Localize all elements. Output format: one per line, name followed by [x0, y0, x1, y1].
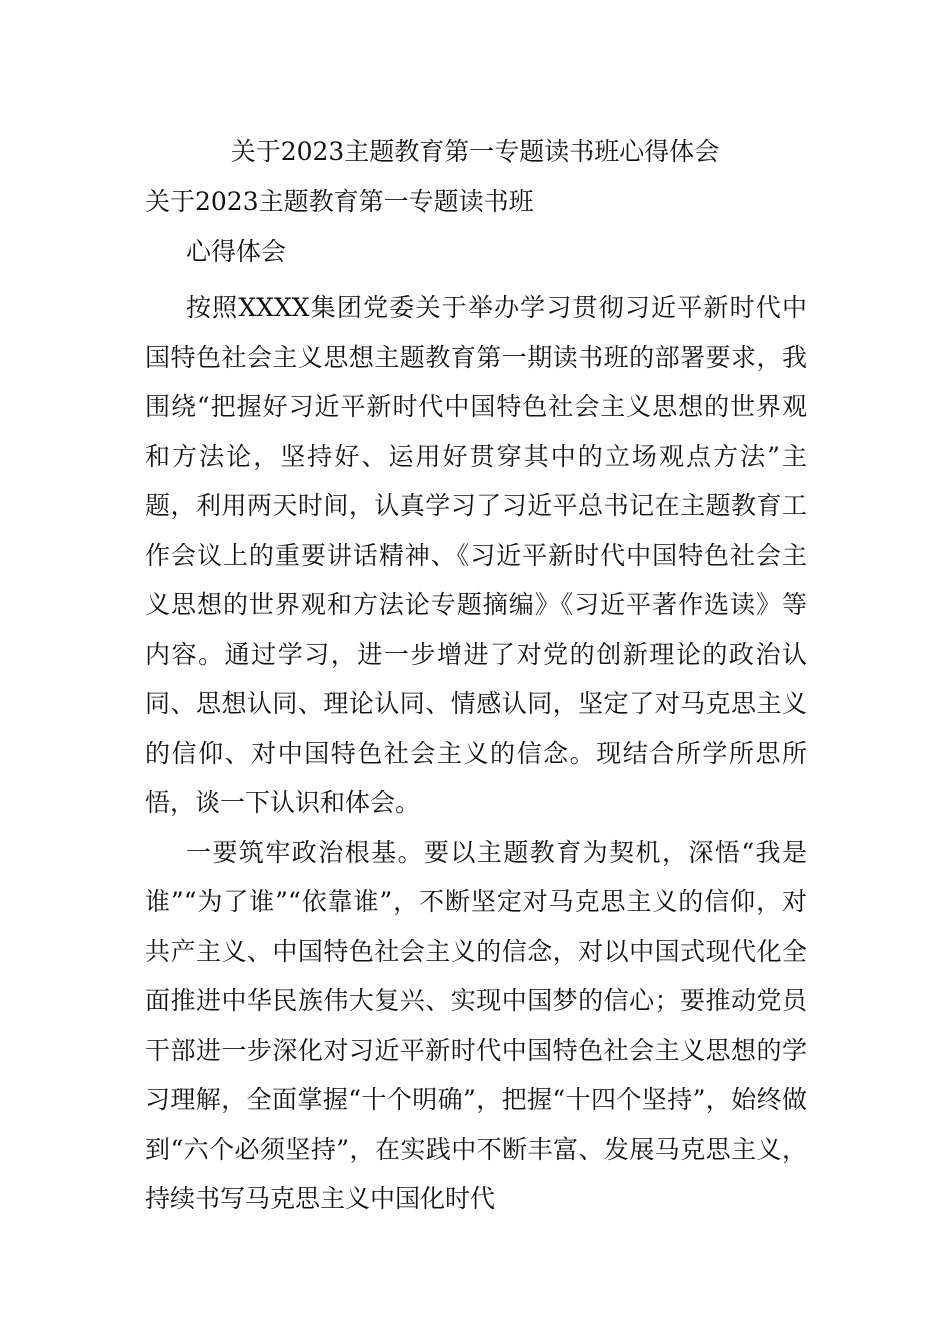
paragraph-1: 按照XXXX集团党委关于举办学习贯彻习近平新时代中国特色社会主义思想主题教育第一期读书班的部署要求，我围绕“把握好习近平新时代中国特色社会主义思想的世界观和方法论，坚持好、运用好贯穿其中的立场观点方法”主题，利用两天时间，认真学习了习近平总书记在主题教育工作会议上的重要讲话精神、《习近平新时代中国特色社会主义思想的世界观和方法论专题摘编》《习近平著作选读》等内容。通过学习，进一步增进了对党的创新理论的政治认同、思想认同、理论认同、情感认同，坚定了对马克思主义的信仰、对中国特色社会主义的信念。现结合所学所思所悟，谈一下认识和体会。: [145, 293, 807, 817]
paragraph-2: 一要筑牢政治根基。要以主题教育为契机，深悟“我是谁”“为了谁”“依靠谁”，不断坚定对马克思主义的信仰，对共产主义、中国特色社会主义的信念，对以中国式现代化全面推进中华民族伟大复兴、实现中国梦的信心；要推动党员干部进一步深化对习近平新时代中国特色社会主义思想的学习理解，全面掌握“十个明确”，把握“十四个坚持”，始终做到“六个必须坚持”，在实践中不断丰富、发展马克思主义，持续书写马克思主义中国化时代: [145, 837, 807, 1213]
document-subtitle-line2: 心得体会: [186, 237, 287, 266]
document-body: [145, 283, 807, 1224]
document-subtitle-line1: 关于2023主题教育第一专题读书班: [145, 187, 534, 216]
document-title: 关于2023主题教育第一专题读书班心得体会: [230, 137, 720, 166]
